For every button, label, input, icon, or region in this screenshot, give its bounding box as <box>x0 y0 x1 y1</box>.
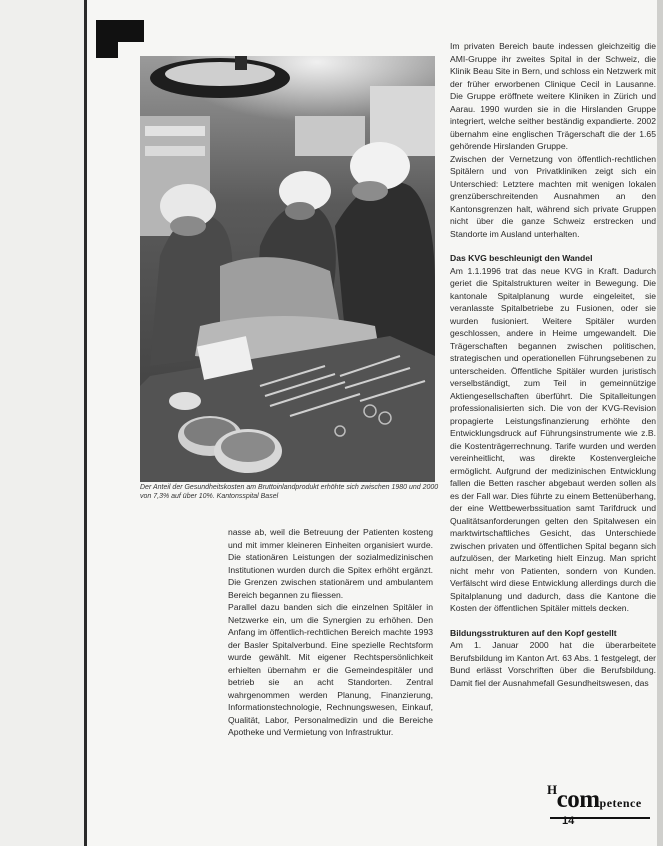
page-number: 14 <box>562 815 575 827</box>
right-text-column <box>450 40 656 689</box>
surgery-photo <box>140 56 435 482</box>
page-edge <box>657 0 663 846</box>
body-paragraph: Am 1. Januar 2000 hat die überarbeitete Berufsbildung im Kanton Art. 63 Abs. 1 festgelegt, der Bund erlässt Vorschriften über die Berufsbildung. Damit fiel der Ausnahmefall Gesundheitswesen, das <box>450 640 656 688</box>
body-paragraph: Am 1.1.1996 trat das neue KVG in Kraft. Dadurch geriet die Spitalstrukturen weiter in Bewegung. Die kantonale Spitalplanung wurde eingeleitet, sie veranlasste Spitalbetriebe zu Fusionen, oder sie wurden fusioniert. Weitere Spitäler wurden geschlossen, andere in Heime umgewandelt. Die Trägerschaften begannen zwischen politischen, strategischen und operationellen Führungsebenen zu unterscheiden. Öffentliche Spitäler wurden juristisch verselbständigt, zum Teil in gemeinnützige Aktiengesellschaften überführt. Die Spitalleitungen professionalisierten sich. Die von der KVG-Revision propagierte Leistungsfinanzierung erhöhte den Entwicklungsdruck auf Führungsinstrumente wie z.B. die Kostenträgerrechnung. Tarife wurden und werden vereinheitlicht, was direkte Kostenvergleiche ermöglicht. Aufgrund der medizinischen Entwicklung fallen die Betten rascher abgebaut werden sollen als es der Fall war. Dies führte zu einem Bettenüberhang, der eine Wettbewerbssituation samt Tarifdruck und Qualitätsanforderungen gelten den Spitalwesen ein marktwirtschaftliches Gesicht, das Unterschiede zwischen privaten und öffentlichen Spital begann sich aufzulösen, der Marketing hielt Einzug. Man spricht nicht mehr von Patienten, sondern von Kunden. Verfälscht wird diese Entwicklung allerdings durch die Spitalplanung und dadurch, dass die Kantone die Kosten der öffentlichen Spitäler mittels decken. <box>450 265 656 613</box>
body-paragraph: nasse ab, weil die Betreuung der Patienten kosteng und mit immer kleineren Einheiten organisiert wurde. Die stationären Leistungen der sozialmedizinischen Institutionen wurden durch die Spitex erhöht ergänzt. Die Grenzen zwischen stationärem und ambulantem Bereich begannen zu fliessen. <box>228 527 433 600</box>
body-paragraph: Parallel dazu banden sich die einzelnen Spitäler in Netzwerke ein, um die Synergien zu erhöhen. Den Anfang im öffentlich-rechtlichen Bereich machte 1993 der Basler Spitalverbund. Eine spezielle Rechtsform wurde gewählt. Mit eigener Rechtspersönlichkeit erhielten übernahm er die Gemeindespitäler und betrieb sie an acht Standorten. Zentral wahrgenommen werden Planung, Finanzierung, Informationstechnologie, Rechnungswesen, Einkauf, Qualität, Labor, Personalmedizin und die Bereiche Apotheke und Vermietung von Infrastruktur. <box>228 602 433 737</box>
competence-logo <box>547 782 642 814</box>
scan-margin <box>0 0 84 846</box>
section-heading: Das KVG beschleunigt den Wandel <box>450 253 593 263</box>
logo-main-text: com <box>556 786 600 813</box>
body-paragraph: Zwischen der Vernetzung von öffentlich-rechtlichen Spitälern und von Privatkliniken zeigt sich ein Unterschied: Letztere machten mit wenigen lokalen grenzüberschreitenden Ausnahmen an den Kantonsgrenzen halt, während sich private Gruppen nicht über die ganze Schweiz erstrecken und Standorte im Ausland unterhalten. <box>450 153 656 239</box>
logo-rest-text: petence <box>599 796 642 810</box>
paragraph-spacer <box>450 615 656 627</box>
photo-caption: Der Anteil der Gesundheitskosten am Bruttoinlandprodukt erhöhte sich zwischen 1980 und 2000 von 7,3% auf über 10%. Kantonsspital Basel <box>140 484 439 500</box>
paragraph-spacer <box>450 240 656 252</box>
body-paragraph: Im privaten Bereich baute indessen gleichzeitig die AMI-Gruppe ihr zweites Spital in der Schweiz, die Klinik Beau Site in Bern, und schloss ein Netzwerk mit der früher erworbenen Clinique Cecil in Lausanne. Die Gruppe eröffnete weitere Kliniken in Zürich und Aarau. 1990 wurden sie in die Hirslanden Gruppe integriert, welche seither beständig expandierte. 2002 übernahm eine englischen Trägerschaft die der 1.65 gehörende Hirslanden Gruppe. <box>450 41 656 151</box>
surgery-photo-image <box>140 56 435 482</box>
logo-h-letter: H <box>547 782 557 797</box>
section-heading: Bildungsstrukturen auf den Kopf gestellt <box>450 627 617 638</box>
left-text-column <box>228 526 433 739</box>
